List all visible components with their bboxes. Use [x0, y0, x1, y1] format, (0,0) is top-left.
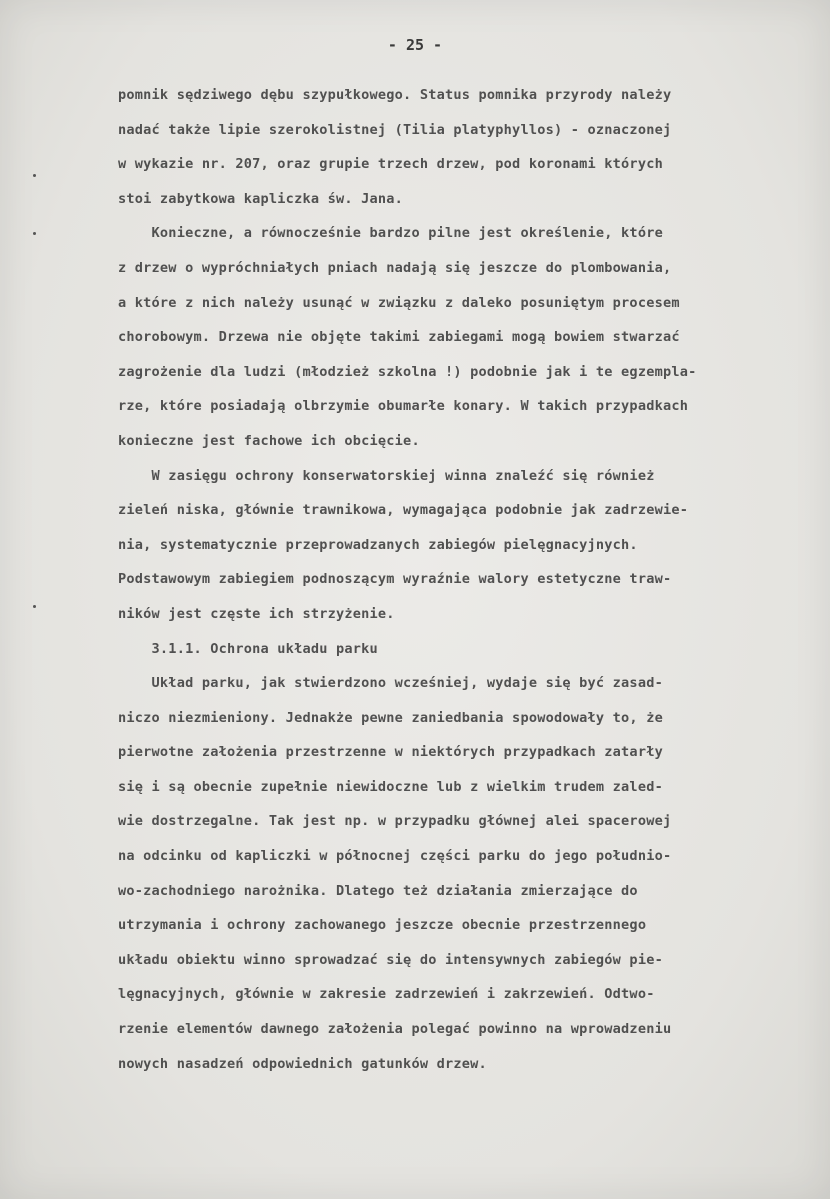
text-line: a które z nich należy usunąć w związku z daleko posuniętym procesem [118, 294, 680, 311]
margin-dot-mark [33, 174, 36, 177]
text-line: W zasięgu ochrony konserwatorskiej winna znaleźć się również [118, 467, 655, 484]
text-line: pierwotne założenia przestrzenne w niektórych przypadkach zatarły [118, 744, 663, 761]
text-line: się i są obecnie zupełnie niewidoczne lub z wielkim trudem zaled- [118, 778, 663, 795]
text-line: nia, systematycznie przeprowadzanych zabiegów pielęgnacyjnych. [118, 536, 638, 553]
text-line: układu obiektu winno sprowadzać się do intensywnych zabiegów pie- [118, 951, 663, 968]
page-number: - 25 - [387, 36, 443, 54]
text-line: pomnik sędziwego dębu szypułkowego. Status pomnika przyrody należy [118, 87, 672, 103]
text-line: zagrożenie dla ludzi (młodzież szkolna !) podobnie jak i te egzempla- [118, 363, 697, 380]
text-line: nadać także lipie szerokolistnej (Tilia platyphyllos) - oznaczonej [118, 121, 672, 138]
text-line: zieleń niska, głównie trawnikowa, wymagająca podobnie jak zadrzewie- [118, 502, 689, 519]
section-heading: 3.1.1. Ochrona układu parku [118, 640, 378, 657]
text-line: ników jest częste ich strzyżenie. [118, 605, 395, 622]
text-line: z drzew o wypróchniałych pniach nadają się jeszcze do plombowania, [118, 259, 672, 276]
text-line: nowych nasadzeń odpowiednich gatunków drzew. [118, 1055, 487, 1072]
margin-dot-mark [33, 232, 36, 235]
text-line: lęgnacyjnych, głównie w zakresie zadrzewień i zakrzewień. Odtwo- [118, 986, 655, 1003]
text-line: rzenie elementów dawnego założenia polegać powinno na wprowadzeniu [118, 1021, 672, 1038]
text-line: w wykazie nr. 207, oraz grupie trzech drzew, pod koronami których [118, 156, 663, 173]
text-line: konieczne jest fachowe ich obcięcie. [118, 432, 420, 449]
text-line: na odcinku od kapliczki w północnej części parku do jego południo- [118, 848, 672, 865]
text-line: Konieczne, a równocześnie bardzo pilne jest określenie, które [118, 225, 663, 242]
text-line: chorobowym. Drzewa nie objęte takimi zabiegami mogą bowiem stwarzać [118, 329, 680, 346]
text-line: stoi zabytkowa kapliczka św. Jana. [118, 190, 404, 207]
text-line: Podstawowym zabiegiem podnoszącym wyraźnie walory estetyczne traw- [118, 571, 672, 588]
body-text [118, 78, 818, 1081]
margin-dot-mark [33, 605, 36, 608]
text-line: niczo niezmieniony. Jednakże pewne zaniedbania spowodowały to, że [118, 709, 663, 726]
text-line: Układ parku, jak stwierdzono wcześniej, wydaje się być zasad- [118, 675, 663, 692]
text-line: wie dostrzegalne. Tak jest np. w przypadku głównej alei spacerowej [118, 813, 672, 830]
text-line: utrzymania i ochrony zachowanego jeszcze obecnie przestrzennego [118, 917, 647, 934]
text-line: rze, które posiadają olbrzymie obumarłe konary. W takich przypadkach [118, 398, 689, 415]
text-line: wo-zachodniego narożnika. Dlatego też działania zmierzające do [118, 882, 638, 899]
